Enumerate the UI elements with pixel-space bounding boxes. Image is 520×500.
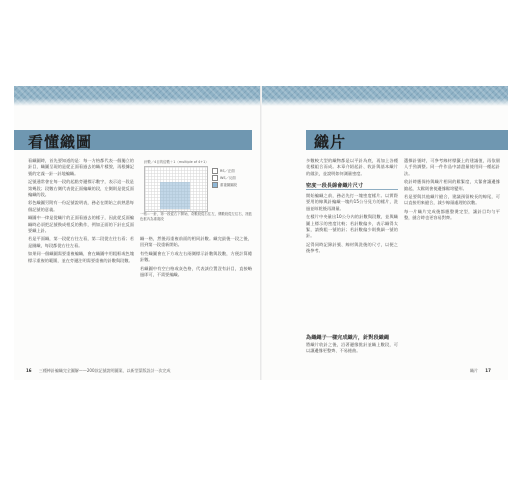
intro-paragraph: 多數較大型的織物都是以平針為底，再加上各種花樣組合而成。本章介紹起針、收針與基本織片的做法，並說明如何測量密度。 [306,158,398,176]
left-column-1 [28,158,134,266]
section-title: 為織繩子一樣完成織片，針對段織繩 [306,335,390,341]
left-page-title: 看懂織圖 [28,133,93,151]
legend-swatch [212,175,218,181]
paragraph: 選擇針號時，可參考線材標籤上的建議值，再依個人手勁調整。同一件作品中請盡量使用同一種起針法。 [404,158,500,176]
right-column-1 [306,158,398,179]
paragraph: 開始編織之前，務必先打一塊密度樣片。以實際要用的線與針編織一塊約15公分見方的樣片，洗過並晾乾後再測量。 [306,193,398,211]
legend-label: WS／反面 [220,176,236,180]
book-spread [14,86,508,380]
chart-note: 一格＝一針，第一段從右下開始，奇數段從右往左，偶數段從左往右，淺藍色框內為重複段 [140,212,252,221]
paragraph: 彩色織圖另附有一份記號說明表，務必在開始之前熟悉每個記號的意義。 [28,200,134,212]
right-page-number: 17 [485,368,491,373]
chart-caption: 針數／4目的倍數＋1（multiple of 4+1） [144,160,209,164]
knitting-chart-grid [144,166,208,212]
book-title: 三種棒針編織完全圖解——200款記號說明圖案、以新型蒙版設計一次完成 [38,368,171,373]
left-page-number: 16 [26,368,32,373]
paragraph: 每一片織片完成後都應整燙定型，讓針目均勻平整，縫合時也更容易對齊。 [404,208,500,221]
legend-swatch [212,182,218,188]
legend-label: RS／正面 [220,169,235,173]
right-page [262,86,508,380]
footer-section: 織片 [470,368,478,373]
section-1-body [306,193,398,257]
paragraph: 若是平面織，第一段從右往左看，第二段從左往右看；若是圈織，每段都從右往左看。 [28,236,134,248]
right-page-title: 織片 [314,133,347,151]
paragraph: 若織圖中有空白格或灰色格，代表該位置沒有針目，直接略過即可，不需要編織。 [140,265,252,278]
paragraph: 如果同一個織圖需要重複編織，會在織圖中用粗框或色塊標示重複的範圍，並在旁邊注明需要重複的針數與段數。 [28,251,134,263]
section-underline [306,189,398,190]
paragraph: 記號通常會在每一段的起點旁邊標示數字，表示這一段是第幾段；段數右側代表從正面編織的段，左側則是從反面編織的段。 [28,179,134,198]
paragraph: 有些織圖會在下方或左右兩側標示針數與段數，方便計算總針數。 [140,250,252,263]
right-footer [470,368,491,374]
legend-swatch [212,168,218,174]
paragraph: 將織片收針之後，沿著邊緣挑針並織上數段，可以讓邊緣更整齊、不易捲曲。 [306,342,398,354]
left-footer [26,368,171,374]
left-column-2 [140,236,252,280]
legend-item [212,175,236,181]
repeat-region [160,182,190,209]
section-2-body [306,342,398,357]
legend-item [212,182,237,188]
paragraph: 織圖中一律是從織片的正面看過去的樣子，因此從反面編織時必須把記號換成相反的動作，例如正面的下針在反面要織上針。 [28,215,134,234]
legend-item [212,168,235,174]
paragraph: 若是要與其他織片縫合，建議預留較長的線尾，可以直接用來縫合，減少線頭處理的次數。 [404,194,500,206]
paragraph: 織一格，然後再重複前面的相同針數。織完最後一段之後，回到第一段重新開始。 [140,236,252,248]
knitting-chart-figure [140,158,252,228]
paragraph: 看織圖時，首先要知道的是：每一方格都代表一個獨立的針目，織圖呈現的是從正面看過去的織片樣貌，再根據記號的定義一針一針地編織。 [28,158,134,176]
left-page [14,86,260,380]
right-title-bar [306,130,508,150]
right-column-2 [404,158,500,224]
section-title: 密度一段長線會織片尺寸 [306,183,364,189]
paragraph: 記得同時記錄針號、線材與洗後的尺寸，以便之後參考。 [306,241,398,254]
legend-label: 重複織圖段 [220,183,237,187]
paragraph: 收針時應保持與織片相同的鬆緊度，太緊會讓邊緣縮起，太鬆則會使邊緣鬆垮變形。 [404,179,500,191]
paragraph: 在樣片中央量出10公分內的針數與段數，並與織圖上標示的密度比較；若針數偏多，表示織得太緊，請換粗一號的針；若針數偏少則換細一號的針。 [306,214,398,239]
left-title-bar [14,130,252,150]
